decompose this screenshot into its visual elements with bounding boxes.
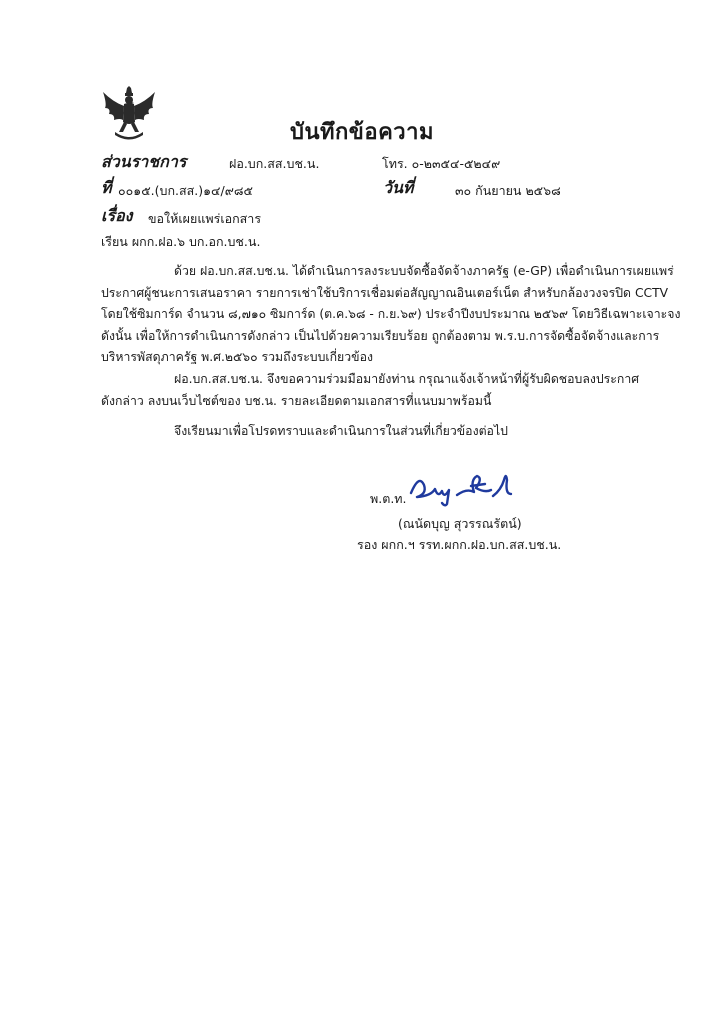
body-line: ดังนั้น เพื่อให้การดำเนินการดังกล่าว เป็นไปด้วยความเรียบร้อย ถูกต้องตาม พ.ร.บ.การจัดซื้อจัดจ้างและการ <box>101 328 660 343</box>
signer-name: (ณนัดบุญ สุวรรณรัตน์) <box>398 516 522 531</box>
closing-line: จึงเรียนมาเพื่อโปรดทราบและดำเนินการในส่วนที่เกี่ยวข้องต่อไป <box>174 424 508 439</box>
subject-value: ขอให้เผยแพร่เอกสาร <box>148 211 262 226</box>
agency-label: ส่วนราชการ <box>101 152 187 171</box>
body-line: ประกาศผู้ชนะการเสนอราคา รายการเช่าใช้บริการเชื่อมต่อสัญญาณอินเตอร์เน็ต สำหรับกล้องวงจรปิด CCTV <box>101 285 669 300</box>
body-line: ฝอ.บก.สส.บช.น. จึงขอความร่วมมือมายังท่าน กรุณาแจ้งเจ้าหน้าที่ผู้รับผิดชอบลงประกาศ <box>174 371 640 386</box>
memo-body <box>101 261 681 443</box>
date-value: ๓๐ กันยายน ๒๕๖๘ <box>455 183 561 198</box>
phone-value: โทร. ๐-๒๓๕๔-๕๒๔๙ <box>382 156 501 171</box>
agency-value: ฝอ.บก.สส.บช.น. <box>229 156 320 171</box>
date-label: วันที่ <box>383 178 414 197</box>
body-line: ด้วย ฝอ.บก.สส.บช.น. ได้ดำเนินการลงระบบจัดซื้อจัดจ้างภาครัฐ (e-GP) เพื่อดำเนินการเผยแพร่ <box>174 264 674 278</box>
subject-label: เรื่อง <box>101 206 133 225</box>
agency-row <box>101 150 186 175</box>
subject-row <box>101 204 132 229</box>
body-line: บริหารพัสดุภาครัฐ พ.ศ.๒๕๖๐ รวมถึงระบบเกี่ยวข้อง <box>101 350 373 365</box>
ref-row <box>101 176 112 201</box>
ref-label: ที่ <box>101 178 112 197</box>
date-row <box>383 176 413 201</box>
signer-position: รอง ผกก.ฯ รรท.ผกก.ฝอ.บก.สส.บช.น. <box>357 537 562 552</box>
recipient-line: เรียน ผกก.ฝอ.๖ บก.อก.บช.น. <box>101 234 261 249</box>
ref-value: ๐๐๑๕.(บก.สส.)๑๔/๙๘๕ <box>118 183 253 198</box>
memo-title: บันทึกข้อความ <box>289 119 434 145</box>
body-line: โดยใช้ซิมการ์ด จำนวน ๘,๗๑๐ ซิมการ์ด (ต.ค.๖๘ - ก.ย.๖๙) ประจำปีงบประมาณ ๒๕๖๙ โดยวิธีเฉพาะเจาะจง <box>101 307 681 322</box>
body-line: ดังกล่าว ลงบนเว็บไซต์ของ บช.น. รายละเอียดตามเอกสารที่แนบมาพร้อมนี้ <box>101 393 492 408</box>
signer-rank: พ.ต.ท. <box>370 491 407 506</box>
handwritten-signature <box>405 466 520 508</box>
